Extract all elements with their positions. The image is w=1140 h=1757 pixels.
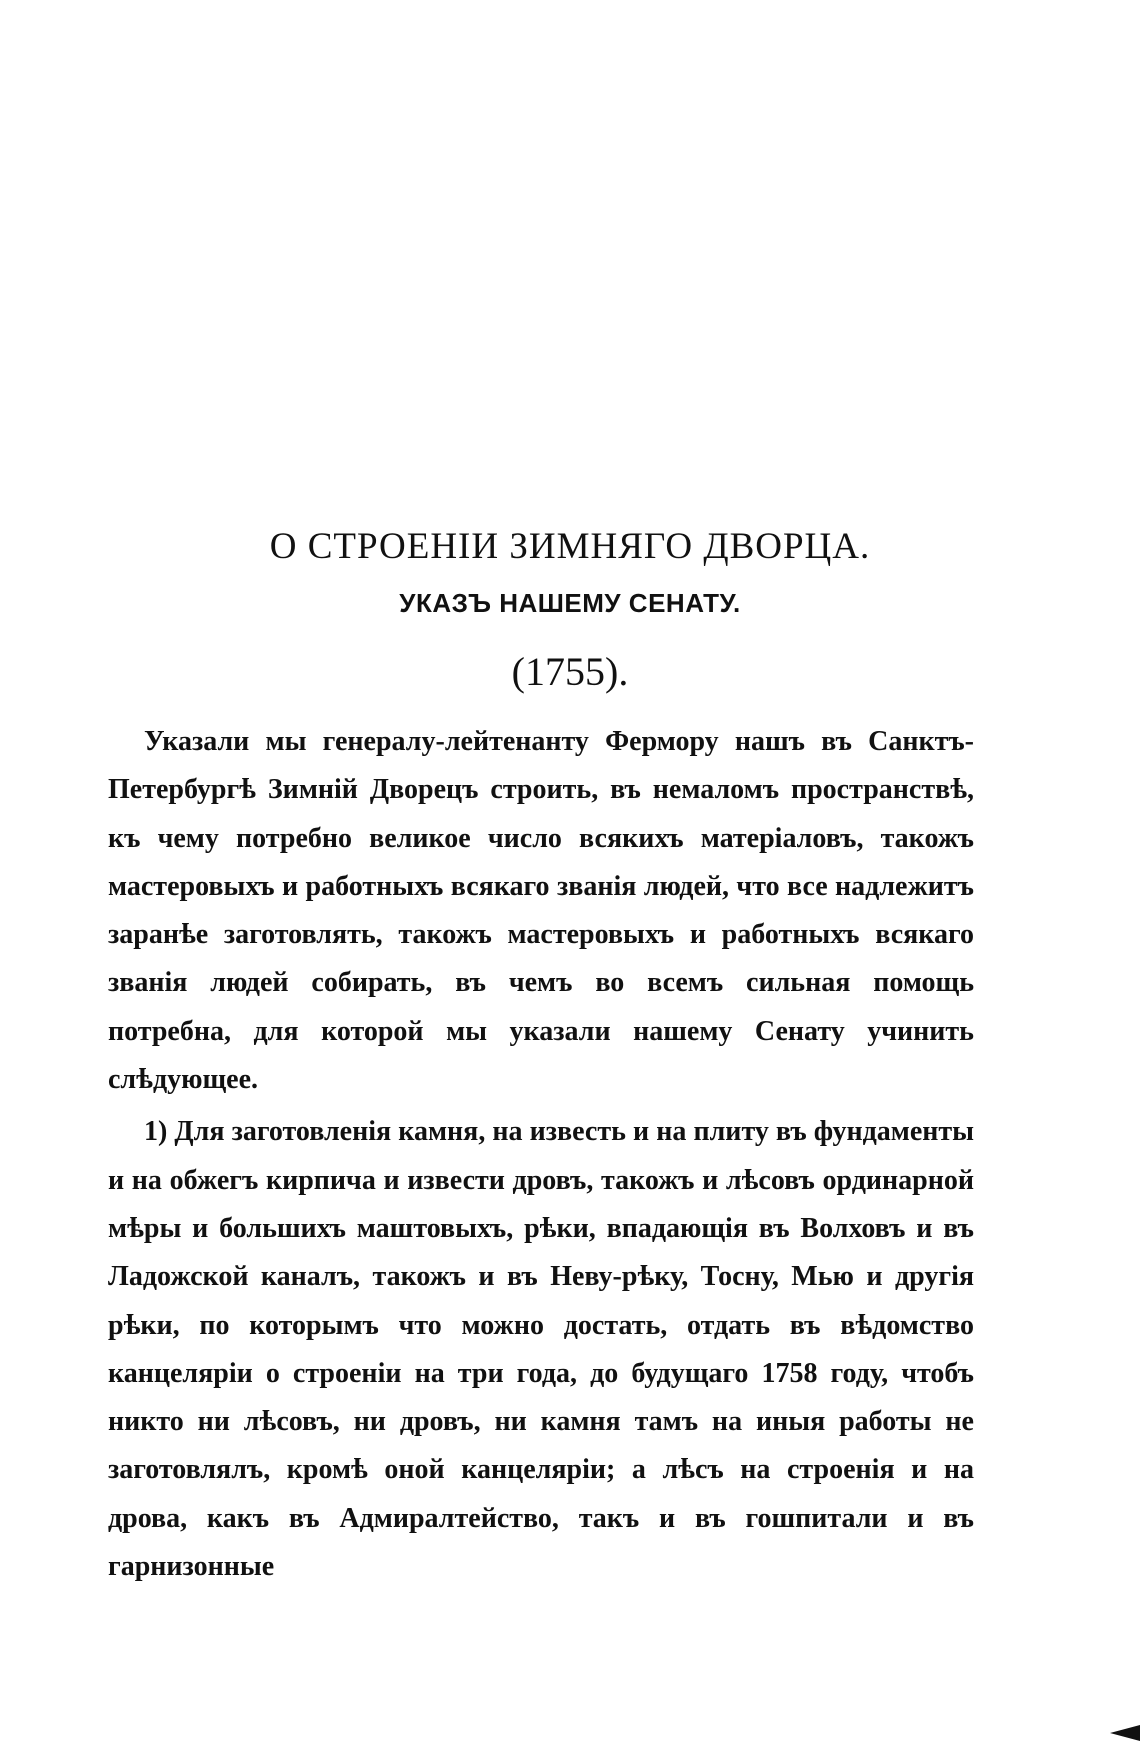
page-title: О СТРОЕНІИ ЗИМНЯГО ДВОРЦА. [269, 526, 871, 567]
decree-year: (1755). [511, 649, 629, 694]
decree-body [108, 718, 974, 1591]
page-edge-mark [1110, 1725, 1140, 1741]
paragraph-intro: Указали мы генералу-лейтенанту Фермору нашъ въ Санктъ-Петербургѣ Зимній Дворецъ строить, въ немаломъ пространствѣ, къ чему потребно великое число всякихъ матеріаловъ, такожъ мастеровыхъ и работныхъ всякаго званія людей, что все надлежитъ заранѣе заготовлять, такожъ мастеровыхъ и работныхъ всякаго званія людей собирать, въ чемъ во всемъ сильная помощь потребна, для которой мы указали нашему Сенату учинить слѣдующее. [108, 726, 974, 1096]
decree-subtitle: УКАЗЪ НАШЕМУ СЕНАТУ. [399, 588, 741, 618]
paragraph-item-1: 1) Для заготовленія камня, на известь и на плиту въ фундаменты и на обжегъ кирпича и извести дровъ, такожъ и лѣсовъ ординарной мѣры и большихъ маштовыхъ, рѣки, впадающія въ Волховъ и въ Ладожской каналъ, такожъ и въ Неву-рѣку, Тосну, Мью и другія рѣки, по которымъ что можно достать, отдать въ вѣдомство канцеляріи о строеніи на три года, до будущаго 1758 году, чтобъ никто ни лѣсовъ, ни дровъ, ни камня тамъ на иныя работы не заготовлялъ, кромѣ оной канцеляріи; а лѣсъ на строенія и на дрова, какъ въ Адмиралтейство, такъ и въ гошпитали и въ гарнизонные [108, 1116, 974, 1583]
